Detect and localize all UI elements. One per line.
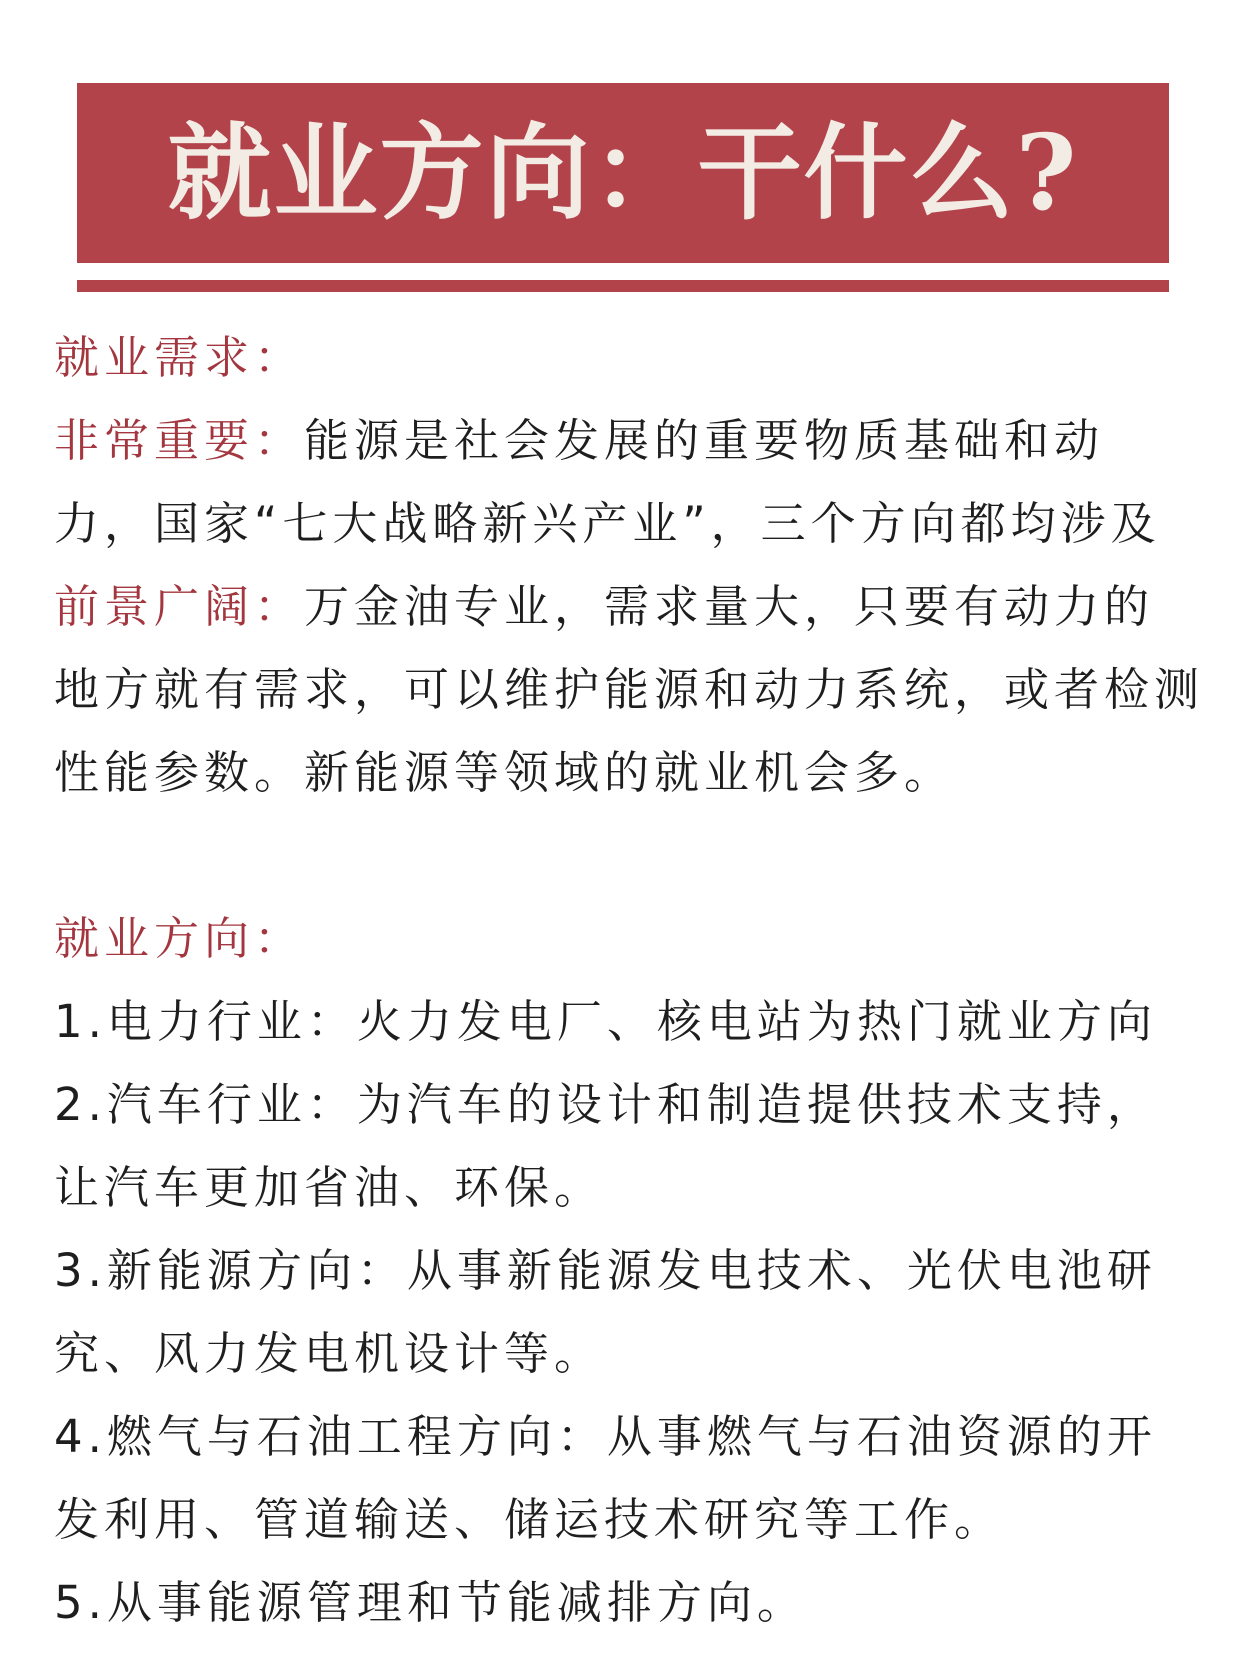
demand-item-importance — [54, 399, 1204, 565]
page-title: 就业方向：干什么? — [167, 111, 1079, 234]
directions-heading: 就业方向： — [54, 912, 305, 965]
direction-item-automotive: 2.汽车行业：为汽车的设计和制造提供技术支持，让汽车更加省油、环保。 — [54, 1078, 1157, 1214]
demand-item-label: 非常重要： — [54, 414, 305, 467]
demand-item-prospects — [54, 565, 1204, 814]
article-body — [54, 316, 1204, 1644]
title-banner — [77, 83, 1169, 263]
demand-item-text: 万金油专业，需求量大，只要有动力的地方就有需求，可以维护能源和动力系统，或者检测性能参数。新能源等领域的就业机会多。 — [54, 580, 1205, 799]
section-spacer — [54, 814, 1204, 897]
demand-heading: 就业需求： — [54, 331, 305, 384]
direction-item-power: 1.电力行业：火力发电厂、核电站为热门就业方向 — [54, 995, 1157, 1048]
demand-item-text: 能源是社会发展的重要物质基础和动力，国家“七大战略新兴产业”，三个方向都均涉及 — [54, 414, 1161, 550]
direction-item-new-energy: 3.新能源方向：从事新能源发电技术、光伏电池研究、风力发电机设计等。 — [54, 1244, 1157, 1380]
direction-item-gas-petroleum: 4.燃气与石油工程方向：从事燃气与石油资源的开发利用、管道输送、储运技术研究等工作。 — [54, 1410, 1157, 1546]
demand-item-label: 前景广阔： — [54, 580, 305, 633]
direction-item-energy-management: 5.从事能源管理和节能减排方向。 — [54, 1576, 807, 1629]
title-underline — [77, 280, 1169, 292]
